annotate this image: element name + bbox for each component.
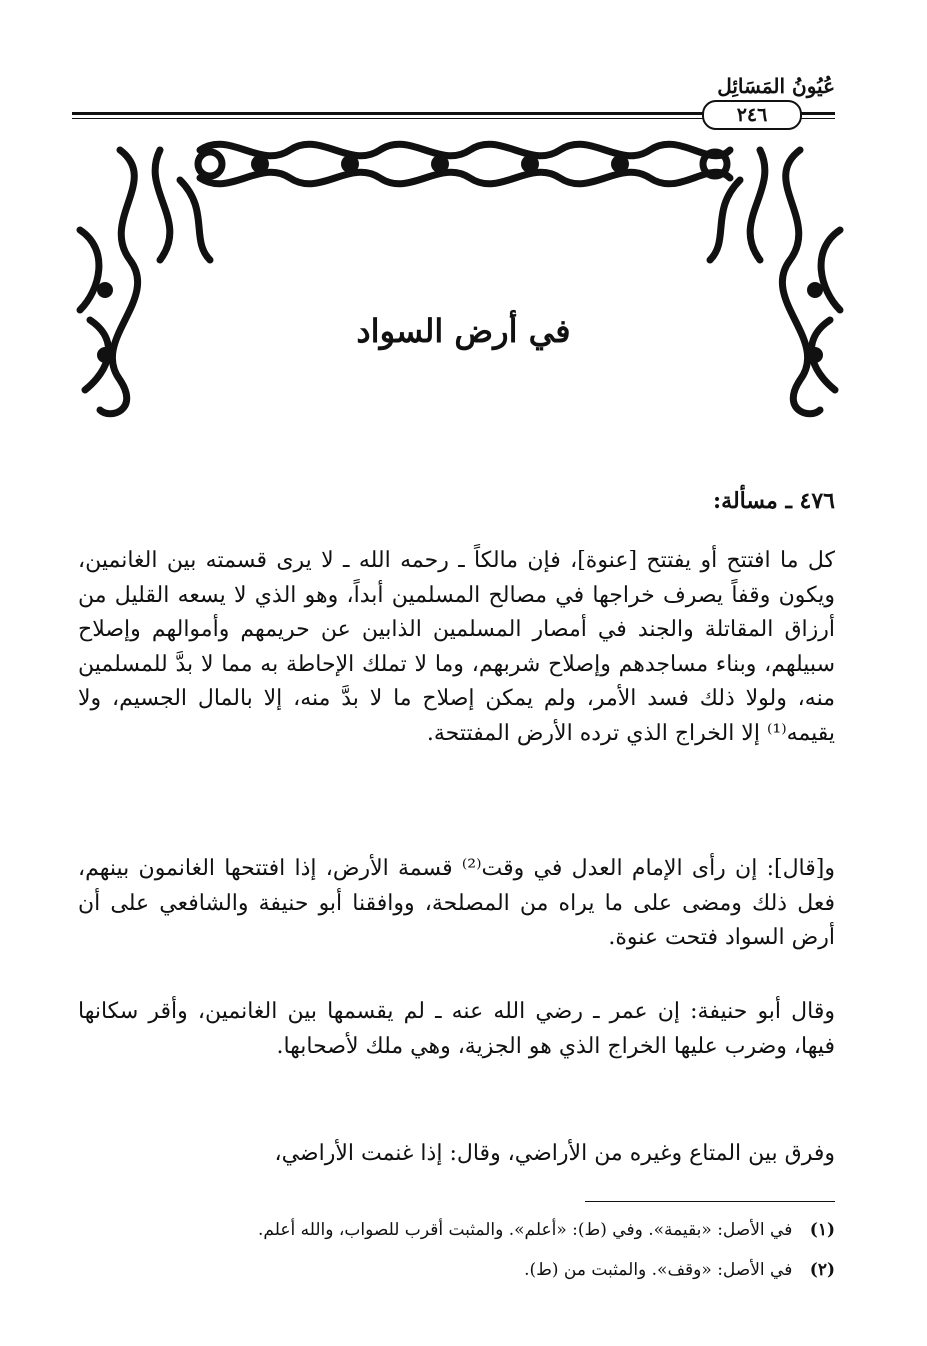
paragraph: وقال أبو حنيفة: إن عمر ـ رضي الله عنه ـ لم يقسمها بين الغانمين، وأقر سكانها فيها، وضرب عليها الخراج الذي هو الجزية، وهي ملك لأصحابها. — [78, 999, 835, 1059]
footnote-text: في الأصل: «وقف». والمثبت من (ط). — [524, 1260, 793, 1280]
paragraph: كل ما افتتح أو يفتتح [عنوة]، فإن مالكاً ـ رحمه الله ـ لا يرى قسمته بين الغانمين، ويكون وقفاً يصرف خراجها في مصالح المسلمين أبداً، وهو الذي لا يسعه القليل من أرزاق المقاتلة والجند في أمصار المسلمين الذابين عن حريمهم وأموالهم وإصلاح سبيلهم، وبناء مساجدهم وإصلاح شربهم، وما لا تملك الإحاطة به مما لا بدَّ للمسلمين منه، ولولا ذلك فسد الأمر، ولم يمكن إصلاح ما لا بدَّ منه، إلا بالمال الجسيم، ولا يقيمه⁽¹⁾ إلا الخراج الذي ترده الأرض المفتتحة. — [78, 548, 835, 746]
footnote-marker: (٢) — [809, 1260, 835, 1280]
footnote-text: في الأصل: «بقيمة». وفي (ط): «أعلم». والمثبت أقرب للصواب، والله أعلم. — [257, 1220, 793, 1240]
page-number: ٢٤٦ — [702, 100, 802, 130]
paragraph: و[قال]: إن رأى الإمام العدل في وقت⁽²⁾ قسمة الأرض، إذا افتتحها الغانمون بينهم، فعل ذلك ومضى على ما يراه من المصلحة، ووافقنا أبو حنيفة والشافعي على أن أرض السواد فتحت عنوة. — [78, 856, 835, 950]
running-title: عُيُونُ المَسَائِل — [717, 74, 835, 98]
footnote — [78, 1218, 835, 1242]
paragraph: وفرق بين المتاع وغيره من الأراضي، وقال: إذا غنمت الأراضي، — [274, 1141, 835, 1166]
footnote-marker: (١) — [809, 1220, 835, 1240]
issue-heading: ٤٧٦ ـ مسألة: — [713, 488, 835, 514]
ornament-frame-icon — [60, 120, 860, 420]
footnote-rule — [585, 1201, 835, 1202]
chapter-title: في أرض السواد — [356, 312, 571, 350]
footnote — [78, 1258, 835, 1282]
